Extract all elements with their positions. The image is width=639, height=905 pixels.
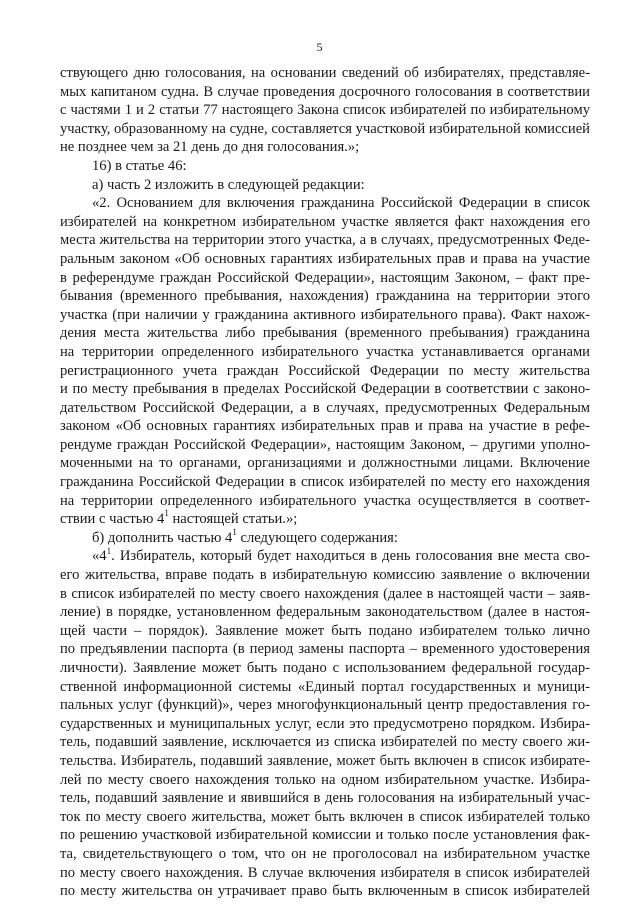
text-line [60,269,590,288]
text-line-content: избирателей на конкретном избирательном участке является факт нахождения его [60,213,590,230]
text-line-content: места жительства на территории этого участка, а в случаях, предусмотренных Феде- [60,232,590,249]
text-line-content: лей по месту своего нахождения только на одном избирательном участке. Избира- [60,771,590,788]
text-line [60,622,590,641]
text-line-content: моченными на то органами, организациями и должностными лицами. Включение [60,455,590,472]
superscript: 1 [164,508,169,519]
text-line-content: на территории определенного избирательного участка устанавливается органами [60,343,590,360]
text-line-content: по месту своего нахождения. В случае включения избирателя в список избирателей [60,864,590,881]
text-line [60,101,590,120]
text-line [60,250,590,269]
text-line-content: законом «Об основных гарантиях избирательных прав и права на участие в рефе- [60,418,590,435]
text-line-content: на территории определенного избирательного участка осуществляется в соответ- [60,492,590,509]
text-line-content: по решению участковой избирательной комиссии и только после установления фак- [60,827,590,844]
text-line [60,157,590,176]
text-line [60,715,590,734]
text-line-content: гражданина Российской Федерации в список избирателей по месту его нахождения [60,474,590,491]
text-line-content: мых капитаном судна. В случае проведения досрочного голосования в соответствии [60,83,590,100]
text-line [60,585,590,604]
text-line-content: бывания (временного пребывания, нахождения) гражданина на территории этого [60,288,590,305]
text-line-tail: настоящей статьи.»; [168,511,298,528]
superscript: 1 [232,526,237,537]
text-line-content: «4 [92,548,107,565]
text-line-content: ток по месту своего жительства, может быть включен в список избирателей только [60,808,590,825]
text-line-content: в референдуме граждан Российской Федерации», настоящим Законом, – факт пре- [60,269,590,286]
text-line [60,882,590,901]
text-line [60,566,590,585]
text-line [60,380,590,399]
text-line-content: тельства. Избиратель, подавший заявление, может быть включен в список избирате- [60,752,590,769]
text-line-tail: следующего содержания: [236,529,398,546]
text-line-content: «2. Основанием для включения гражданина Российской Федерации в список [92,195,590,212]
text-line [60,864,590,883]
text-line-content: по месту жительства он утрачивает право быть включенным в список избирателей [60,883,590,900]
text-line-content: ственной информационной системы «Единый портал государственных и муници- [60,678,590,695]
text-line-content: регистрационного учета граждан Российской Федерации по месту жительства [60,362,590,379]
text-line-content: участка (при наличии у гражданина активного избирательного права). Факт нахож- [60,306,590,323]
text-line [60,733,590,752]
text-line-content: ствии с частью 4 [60,511,165,528]
text-line-content: 16) в статье 46: [92,157,187,174]
text-line-content: его жительства, вправе подать в избирательную комиссию заявление о включении [60,567,590,584]
text-line-content: сударственных и муниципальных услуг, если это предусмотрено порядком. Избира- [60,715,590,732]
text-line-content: по предъявлении паспорта (в период замены паспорта – временного удостоверения [60,641,590,658]
text-line [60,603,590,622]
text-line-tail: . Избиратель, который будет находиться в день голосования вне места сво- [111,548,590,565]
text-line [60,306,590,325]
text-line-content: тель, подавший заявление, исключается из списка избирателей по месту своего жи- [60,734,590,751]
text-line-content: дательством Российской Федерации, а в случаях, предусмотренных Федеральным [60,399,590,416]
text-line [60,771,590,790]
text-line-content: участку, образованному на судне, составляется участковой избирательной комиссией [60,120,590,137]
text-line [60,324,590,343]
text-line [60,194,590,213]
text-line [60,547,590,566]
text-line-content: ральным законом «Об основных гарантиях избирательных прав и права на участие [60,250,590,267]
text-line [60,510,590,529]
text-line-content: в список избирателей по месту своего нахождения (далее в настоящей части – заяв- [60,585,590,602]
text-line [60,176,590,195]
text-line [60,789,590,808]
text-line [60,752,590,771]
text-line [60,659,590,678]
text-line [60,436,590,455]
text-line [60,64,590,83]
text-line [60,826,590,845]
text-line [60,845,590,864]
text-line-content: дения места жительства либо пребывания (временного пребывания) гражданина [60,325,590,342]
superscript: 1 [106,545,112,556]
text-line [60,454,590,473]
text-line [60,138,590,157]
text-line [60,526,590,548]
text-line [60,696,590,715]
text-line-content: пальных услуг (функций)», через многофункциональный центр предоставления го- [60,697,590,714]
text-line [60,231,590,250]
text-line-content: щей части – порядок). Заявление может быть подано избирателем только лично [60,622,590,639]
text-line [60,473,590,492]
text-line-content: ствующего дню голосования, на основании сведений об избирателях, представляе- [60,65,590,81]
text-line-content: рендуме граждан Российской Федерации», настоящим Законом, – другими уполно- [60,436,590,453]
text-line [60,678,590,697]
text-line-content: и по месту пребывания в пределах Российской Федерации в соответствии с законо- [60,381,590,398]
text-line [60,343,590,362]
text-line [60,399,590,418]
text-line [60,287,590,306]
text-line [60,640,590,659]
page-number: 5 [316,40,323,54]
text-line-content: а) часть 2 изложить в следующей редакции: [92,176,365,193]
text-line [60,83,590,102]
text-line-content: б) дополнить частью 4 [92,529,233,546]
text-line-content: личности). Заявление может быть подано с использованием федеральной государ- [60,660,590,676]
text-line [60,808,590,827]
text-line-content: с частями 1 и 2 статьи 77 настоящего Закона список избирателей по избирательному [60,102,590,119]
text-line-content: ление) в порядке, установленном федеральным законодательством (далее в настоя- [60,604,590,621]
body-text [60,64,590,901]
text-line [60,213,590,232]
text-line [60,492,590,511]
text-line-content: не позднее чем за 21 день до дня голосования.»; [60,139,360,156]
text-line [60,417,590,436]
text-line-content: та, свидетельствующего о том, что он не проголосовал на избирательном участке [60,845,590,862]
text-line-content: тель, подавший заявление и явившийся в день голосования на избирательный учас- [60,790,590,807]
text-line [60,362,590,381]
text-line [60,120,590,139]
